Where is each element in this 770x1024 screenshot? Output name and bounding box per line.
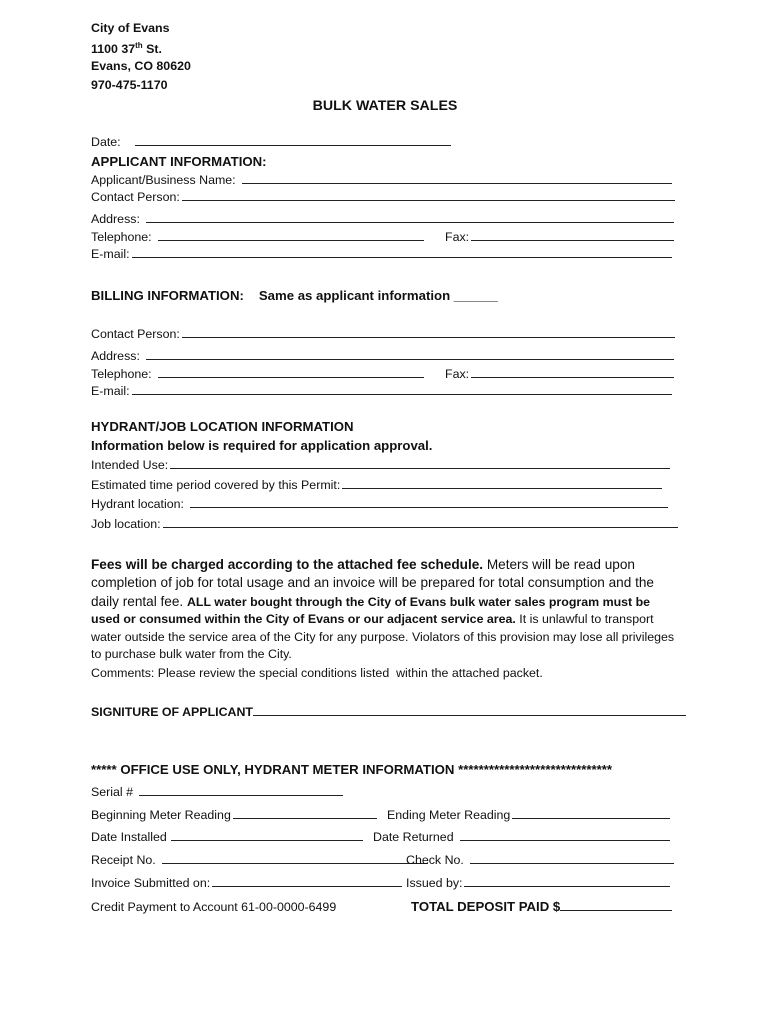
date-returned-field[interactable] (373, 829, 670, 845)
receipt-line[interactable] (162, 852, 428, 864)
telephone-label: Telephone: (91, 230, 152, 244)
serial-field[interactable] (91, 784, 343, 800)
address-line[interactable] (146, 211, 674, 223)
beginning-reading-field[interactable] (91, 807, 377, 823)
date-installed-field[interactable] (91, 829, 363, 845)
intended-use-field[interactable] (91, 457, 670, 473)
street-number: 1100 37 (91, 42, 136, 57)
comments-text: Comments: Please review the special conditions listed within the attached packet. (91, 666, 543, 680)
fees-schedule-notice: Fees will be charged according to the attached fee schedule. (91, 557, 484, 572)
telephone-label: Telephone: (91, 367, 152, 381)
telephone-line[interactable] (158, 229, 424, 241)
issued-by-field[interactable] (406, 875, 670, 891)
total-deposit-field[interactable] (411, 899, 672, 915)
applicant-business-name-field[interactable] (91, 172, 672, 188)
fax-line[interactable] (471, 366, 674, 378)
applicant-contact-field[interactable] (91, 189, 675, 205)
beginning-reading-line[interactable] (233, 807, 377, 819)
time-period-line[interactable] (342, 477, 662, 489)
applicant-fax-field[interactable] (445, 229, 674, 245)
billing-heading-row (91, 288, 498, 304)
receipt-label: Receipt No. (91, 853, 156, 867)
fax-label: Fax: (445, 230, 470, 244)
email-line[interactable] (132, 246, 672, 258)
serial-label: Serial # (91, 785, 134, 799)
date-line[interactable] (135, 134, 451, 146)
ending-reading-field[interactable] (387, 807, 670, 823)
signature-label: SIGNITURE OF APPLICANT (91, 705, 253, 719)
transport-warning-text: It is unlawful to transport water outside the service area of the City for any purpose. Violators of this provision may lose all privileges to purchase bulk water from the City. (91, 612, 675, 662)
phone-number: 970-475-1170 (91, 78, 168, 92)
address-line[interactable] (146, 348, 674, 360)
signature-field[interactable] (91, 704, 686, 720)
street-address (91, 38, 162, 57)
hydrant-subheading: Information below is required for application approval. (91, 438, 433, 453)
street-suffix: th (135, 41, 143, 50)
time-period-label: Estimated time period covered by this Permit: (91, 478, 341, 492)
issued-by-line[interactable] (464, 875, 670, 887)
time-period-field[interactable] (91, 477, 662, 493)
job-location-label: Job location: (91, 517, 161, 531)
street-name: St. (142, 42, 162, 57)
address-label: Address: (91, 212, 140, 226)
date-field[interactable] (91, 134, 451, 150)
credit-payment-account: Credit Payment to Account 61-00-0000-6499 (91, 900, 337, 914)
job-location-line[interactable] (163, 516, 678, 528)
receipt-field[interactable] (91, 852, 428, 868)
contact-line[interactable] (182, 326, 675, 338)
business-name-label: Applicant/Business Name: (91, 173, 236, 187)
hydrant-location-label: Hydrant location: (91, 497, 184, 511)
city-state-zip: Evans, CO 80620 (91, 59, 191, 73)
beginning-reading-label: Beginning Meter Reading (91, 808, 231, 822)
contact-label: Contact Person: (91, 190, 180, 204)
email-label: E-mail: (91, 384, 130, 398)
applicant-address-field[interactable] (91, 211, 674, 227)
contact-line[interactable] (182, 189, 675, 201)
check-label: Check No. (406, 853, 464, 867)
date-returned-label: Date Returned (373, 830, 454, 844)
city-name: City of Evans (91, 21, 170, 35)
usage-restriction-notice: ALL water bought through the City of Evans bulk water sales program must be used or consumed within the City of Evans or our adjacent service area. (91, 594, 651, 627)
applicant-heading: APPLICANT INFORMATION: (91, 154, 267, 169)
fees-paragraph (91, 556, 681, 663)
applicant-telephone-field[interactable] (91, 229, 424, 245)
invoice-submitted-line[interactable] (212, 875, 402, 887)
intended-use-line[interactable] (170, 457, 670, 469)
email-line[interactable] (132, 383, 672, 395)
telephone-line[interactable] (158, 366, 424, 378)
contact-label: Contact Person: (91, 327, 180, 341)
billing-contact-field[interactable] (91, 326, 675, 342)
hydrant-heading: HYDRANT/JOB LOCATION INFORMATION (91, 419, 354, 434)
check-line[interactable] (470, 852, 674, 864)
address-label: Address: (91, 349, 140, 363)
email-label: E-mail: (91, 247, 130, 261)
same-as-applicant-label: Same as applicant information (258, 288, 451, 303)
date-installed-line[interactable] (171, 829, 363, 841)
billing-telephone-field[interactable] (91, 366, 424, 382)
ending-reading-label: Ending Meter Reading (387, 808, 511, 822)
same-as-applicant-blank[interactable]: ______ (453, 288, 498, 303)
billing-fax-field[interactable] (445, 366, 674, 382)
invoice-submitted-field[interactable] (91, 875, 402, 891)
issued-by-label: Issued by: (406, 876, 463, 890)
fax-line[interactable] (471, 229, 674, 241)
total-deposit-label: TOTAL DEPOSIT PAID $ (411, 899, 561, 914)
total-deposit-line[interactable] (560, 899, 672, 911)
billing-heading: BILLING INFORMATION: (91, 288, 244, 303)
applicant-email-field[interactable] (91, 246, 672, 262)
meter-reading-text: Meters will be read upon completion of job for total usage and an invoice will be prepared for total consumption and the daily rental fee. (91, 557, 654, 609)
job-location-field[interactable] (91, 516, 678, 532)
invoice-submitted-label: Invoice Submitted on: (91, 876, 211, 890)
intended-use-label: Intended Use: (91, 458, 169, 472)
date-returned-line[interactable] (460, 829, 670, 841)
hydrant-location-field[interactable] (91, 496, 668, 512)
billing-address-field[interactable] (91, 348, 674, 364)
date-label: Date: (91, 135, 121, 149)
billing-email-field[interactable] (91, 383, 672, 399)
form-title: BULK WATER SALES (312, 98, 458, 114)
signature-line[interactable] (253, 704, 686, 716)
serial-line[interactable] (139, 784, 343, 796)
business-name-line[interactable] (242, 172, 672, 184)
hydrant-location-line[interactable] (190, 496, 668, 508)
office-use-heading: ***** OFFICE USE ONLY, HYDRANT METER INFORMATION ****************************** (91, 762, 613, 777)
fax-label: Fax: (445, 367, 470, 381)
ending-reading-line[interactable] (512, 807, 670, 819)
date-installed-label: Date Installed (91, 830, 167, 844)
check-field[interactable] (406, 852, 674, 868)
